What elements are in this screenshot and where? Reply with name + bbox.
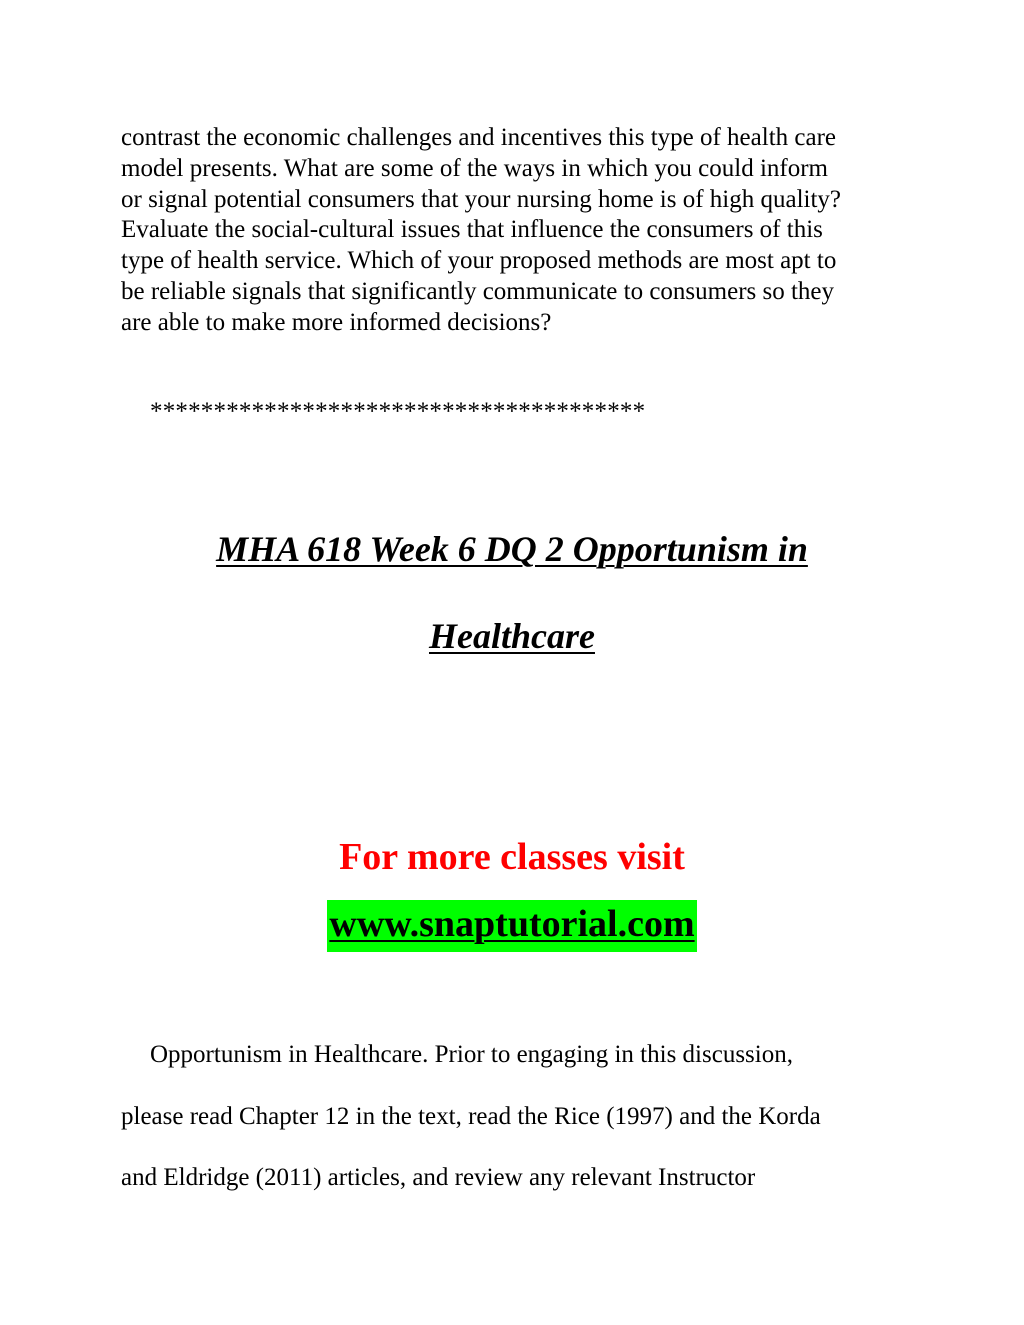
promo-text: For more classes visit: [339, 836, 685, 878]
body-line: and Eldridge (2011) articles, and review any relevant Instructor: [121, 1164, 756, 1191]
document-title-line-1: MHA 618 Week 6 DQ 2 Opportunism in: [216, 529, 808, 569]
body-line: Opportunism in Healthcare. Prior to engaging in this discussion,: [150, 1041, 793, 1068]
snaptutorial-link[interactable]: www.snaptutorial.com: [327, 900, 696, 952]
document-title-line-2: Healthcare: [429, 616, 595, 656]
intro-line: Evaluate the social-cultural issues that influence the consumers of this: [121, 216, 823, 244]
body-line: please read Chapter 12 in the text, read the Rice (1997) and the Korda: [121, 1102, 821, 1130]
intro-line: are able to make more informed decisions?: [121, 308, 552, 336]
intro-line: be reliable signals that significantly communicate to consumers so they: [121, 277, 835, 305]
intro-line: contrast the economic challenges and incentives this type of health care: [121, 124, 837, 151]
asterisk-separator: ***************************************: [150, 398, 646, 425]
intro-line: model presents. What are some of the ways in which you could inform: [121, 154, 829, 182]
promo-link-container: [0, 900, 1024, 952]
body-paragraph: [121, 1037, 921, 1222]
intro-line: or signal potential consumers that your nursing home is of high quality?: [121, 185, 842, 213]
intro-line: type of health service. Which of your proposed methods are most apt to: [121, 247, 837, 275]
intro-paragraph: [121, 123, 911, 339]
